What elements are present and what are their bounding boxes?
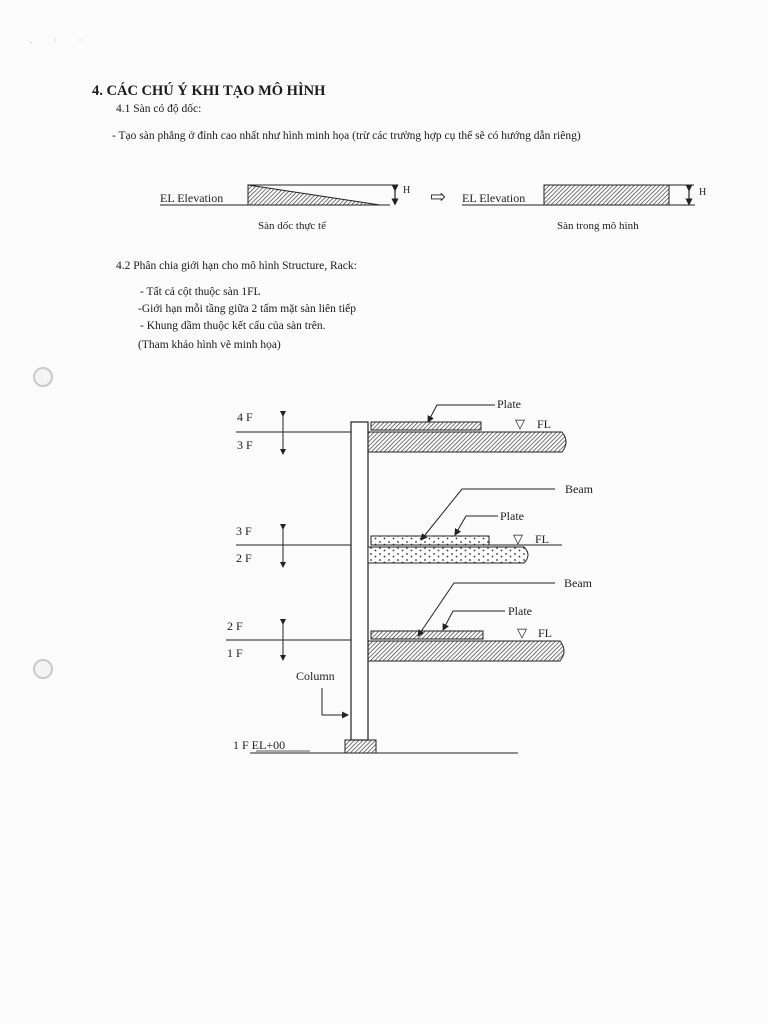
bullet-beam-frames: - Khung dầm thuộc kết cấu của sàn trên. <box>140 320 326 332</box>
right-elevation-label: EL Elevation <box>462 191 526 205</box>
plate-label-4f: Plate <box>497 397 521 411</box>
fl-marker-3f: ▽ <box>513 531 523 546</box>
left-elevation-label: EL Elevation <box>160 191 224 205</box>
plate-3f <box>371 536 489 545</box>
plate-2f <box>371 631 483 639</box>
section-heading: 4. CÁC CHÚ Ý KHI TẠO MÔ HÌNH <box>92 83 326 99</box>
plate-leader-2f <box>443 611 505 630</box>
fl-label-2f: FL <box>538 626 553 640</box>
scan-artifact: . · · <box>30 36 92 45</box>
plate-leader-3f <box>455 516 498 535</box>
beam-label-3f: Beam <box>565 482 593 496</box>
left-h-label: H <box>403 185 411 196</box>
subsection-4-2-title: 4.2 Phân chia giới hạn cho mô hình Structure, Rack: <box>116 260 357 272</box>
punch-hole-top <box>33 367 53 387</box>
plate-leader-4f <box>428 405 495 422</box>
base-level-label: 1 F EL+00 <box>233 738 286 752</box>
plate-label-3f: Plate <box>500 509 524 523</box>
slab-3f <box>368 547 528 563</box>
flat-slab <box>544 185 669 205</box>
bullet-columns: - Tất cả cột thuộc sàn 1FL <box>140 286 261 298</box>
level-label-2f-upper: 2 F <box>236 551 252 565</box>
sloped-slab <box>248 185 380 205</box>
transform-arrow-icon: ⇨ <box>430 187 446 208</box>
slab-4f <box>368 432 566 452</box>
fl-marker-4f: ▽ <box>515 416 525 431</box>
left-caption: Sàn dốc thực tế <box>258 220 326 232</box>
plate-4f <box>371 422 481 430</box>
column-label: Column <box>296 669 335 683</box>
fl-label-4f: FL <box>537 417 552 431</box>
fl-marker-2f: ▽ <box>517 625 527 640</box>
bullet-reference-note: (Tham khảo hình vẽ minh họa) <box>138 339 281 351</box>
level-label-4f: 4 F <box>237 410 253 424</box>
level-label-3f-upper: 3 F <box>237 438 253 452</box>
level-label-2f: 2 F <box>227 619 243 633</box>
bullet-floor-limits: -Giới hạn mỗi tầng giữa 2 tấm mặt sàn liên tiếp <box>138 303 356 315</box>
subsection-4-1-title: 4.1 Sàn có độ dốc: <box>116 103 202 115</box>
floor-diagram <box>0 390 768 770</box>
slope-diagram <box>0 170 768 240</box>
slab-2f <box>368 641 564 661</box>
level-label-3f: 3 F <box>236 524 252 538</box>
beam-label-2f: Beam <box>564 576 592 590</box>
column-footing <box>345 740 376 753</box>
beam-leader-2f <box>418 583 555 636</box>
column <box>351 422 368 740</box>
level-label-1f-upper: 1 F <box>227 646 243 660</box>
right-caption: Sàn trong mô hình <box>557 220 639 232</box>
plate-label-2f: Plate <box>508 604 532 618</box>
right-h-label: H <box>699 187 707 198</box>
fl-label-3f: FL <box>535 532 550 546</box>
column-leader <box>322 688 348 715</box>
subsection-4-1-text: - Tạo sàn phẳng ở đỉnh cao nhất như hình minh họa (trừ các trường hợp cụ thể sẽ có hướng dẫn riêng) <box>112 130 581 142</box>
